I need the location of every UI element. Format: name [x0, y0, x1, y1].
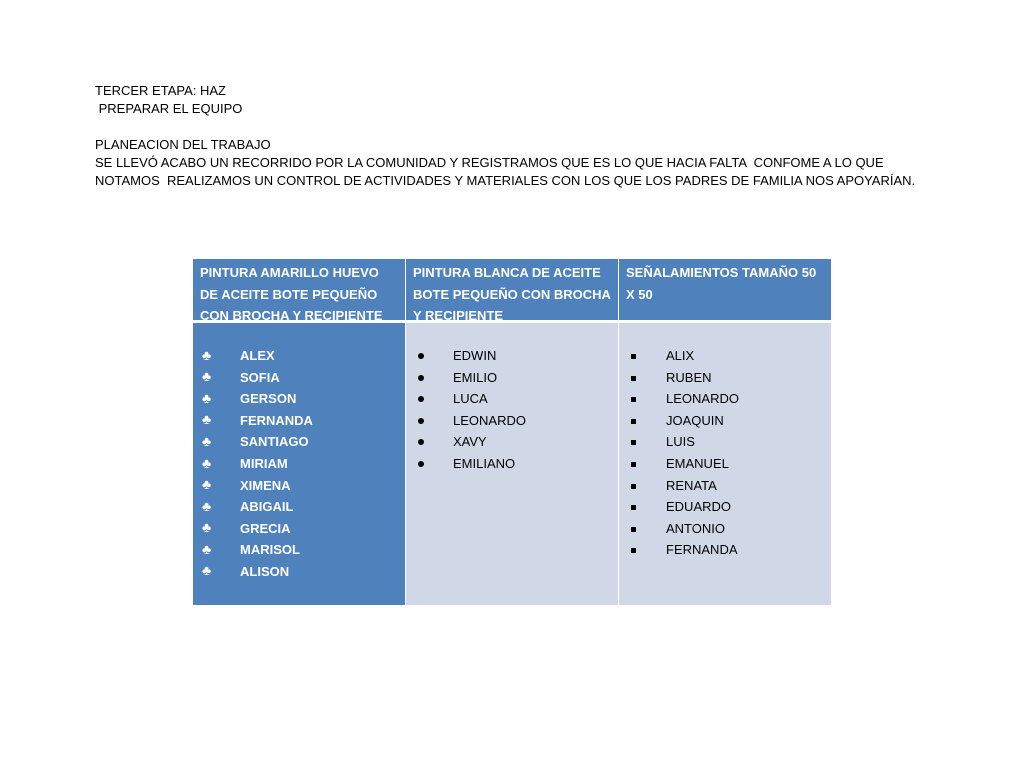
- club-glyph: ♣: [202, 389, 212, 406]
- square-icon: [626, 345, 666, 367]
- square-icon: [626, 431, 666, 453]
- column-yellow-paint-list: [193, 323, 405, 605]
- list-item: [626, 518, 824, 540]
- square-icon: [626, 475, 666, 497]
- person-name: RENATA: [666, 477, 717, 493]
- person-name: MIRIAM: [240, 456, 288, 472]
- club-icon: [200, 474, 240, 497]
- square-icon: [626, 367, 666, 389]
- person-name: EDUARDO: [666, 499, 732, 515]
- square-icon: [626, 518, 666, 540]
- stage-title: TERCER ETAPA: HAZ: [95, 83, 226, 98]
- club-glyph: ♣: [202, 540, 212, 557]
- person-name: ALEX: [240, 348, 275, 364]
- dot-icon: [413, 345, 453, 367]
- header-signs: SEÑALAMIENTOS TAMAÑO 50 X 50: [618, 259, 831, 323]
- dot-icon: [413, 453, 453, 475]
- list-item: [626, 367, 824, 389]
- person-name: ALISON: [240, 563, 290, 579]
- list-item: [413, 388, 611, 410]
- person-name: ALIX: [666, 348, 695, 364]
- yellow-paint-names: [200, 345, 398, 583]
- club-glyph: ♣: [202, 454, 212, 471]
- person-name: EMILIANO: [453, 456, 516, 472]
- dot-icon: [413, 388, 453, 410]
- person-name: EDWIN: [453, 348, 497, 364]
- list-item: [200, 561, 398, 583]
- person-name: XIMENA: [240, 477, 291, 493]
- document-text: [95, 82, 975, 190]
- list-item: [626, 431, 824, 453]
- dot-icon: [413, 410, 453, 432]
- person-name: SOFIA: [240, 369, 280, 385]
- list-item: [413, 345, 611, 367]
- list-item: [626, 475, 824, 497]
- square-icon: [626, 453, 666, 475]
- list-item: [200, 431, 398, 453]
- club-glyph: ♣: [202, 476, 212, 493]
- materials-table: [193, 259, 831, 605]
- club-icon: [200, 388, 240, 411]
- club-glyph: ♣: [202, 368, 212, 385]
- person-name: JOAQUIN: [666, 412, 724, 428]
- club-icon: [200, 453, 240, 476]
- person-name: LUIS: [666, 434, 695, 450]
- list-item: [626, 453, 824, 475]
- club-glyph: ♣: [202, 432, 212, 449]
- club-icon: [200, 560, 240, 583]
- square-icon: [626, 496, 666, 518]
- section-title: PLANEACION DEL TRABAJO: [95, 137, 271, 152]
- list-item: [200, 539, 398, 561]
- person-name: MARISOL: [240, 542, 300, 558]
- list-item: [200, 475, 398, 497]
- person-name: RUBEN: [666, 369, 712, 385]
- club-glyph: ♣: [202, 346, 212, 363]
- club-icon: [200, 517, 240, 540]
- club-icon: [200, 345, 240, 368]
- club-glyph: ♣: [202, 519, 212, 536]
- club-icon: [200, 431, 240, 454]
- list-item: [413, 431, 611, 453]
- person-name: LEONARDO: [453, 412, 526, 428]
- header-white-paint: PINTURA BLANCA DE ACEITE BOTE PEQUEÑO CON BROCHA Y RECIPIENTE: [405, 259, 618, 323]
- club-glyph: ♣: [202, 411, 212, 428]
- list-item: [626, 496, 824, 518]
- list-item: [200, 345, 398, 367]
- list-item: [413, 367, 611, 389]
- list-item: [626, 345, 824, 367]
- square-icon: [626, 410, 666, 432]
- person-name: XAVY: [453, 434, 487, 450]
- person-name: SANTIAGO: [240, 434, 309, 450]
- list-item: [626, 410, 824, 432]
- dot-icon: [413, 431, 453, 453]
- blank-line: [95, 118, 975, 136]
- club-icon: [200, 496, 240, 519]
- club-glyph: ♣: [202, 497, 212, 514]
- column-signs-list: [618, 323, 831, 605]
- person-name: EMANUEL: [666, 456, 729, 472]
- person-name: FERNANDA: [666, 542, 738, 558]
- paragraph-line-2: NOTAMOS REALIZAMOS UN CONTROL DE ACTIVIDADES Y MATERIALES CON LOS QUE LOS PADRES DE FAMILIA NOS APOYARÍAN.: [95, 173, 916, 188]
- stage-subtitle: PREPARAR EL EQUIPO: [95, 101, 243, 116]
- list-item: [413, 410, 611, 432]
- person-name: FERNANDA: [240, 412, 313, 428]
- list-item: [200, 388, 398, 410]
- club-icon: [200, 409, 240, 432]
- signs-names: [626, 345, 824, 561]
- club-icon: [200, 366, 240, 389]
- person-name: LUCA: [453, 391, 488, 407]
- paragraph-line-1: SE LLEVÓ ACABO UN RECORRIDO POR LA COMUNIDAD Y REGISTRAMOS QUE ES LO QUE HACIA FALTA CONFOME A LO QUE: [95, 155, 884, 170]
- person-name: LEONARDO: [666, 391, 739, 407]
- club-icon: [200, 539, 240, 562]
- list-item: [200, 367, 398, 389]
- list-item: [200, 496, 398, 518]
- list-item: [413, 453, 611, 475]
- header-yellow-paint: PINTURA AMARILLO HUEVO DE ACEITE BOTE PEQUEÑO CON BROCHA Y RECIPIENTE: [193, 259, 405, 323]
- person-name: ABIGAIL: [240, 499, 294, 515]
- square-icon: [626, 539, 666, 561]
- list-item: [200, 518, 398, 540]
- list-item: [626, 388, 824, 410]
- person-name: GERSON: [240, 391, 297, 407]
- dot-icon: [413, 367, 453, 389]
- list-item: [200, 410, 398, 432]
- square-icon: [626, 388, 666, 410]
- white-paint-names: [413, 345, 611, 475]
- person-name: GRECIA: [240, 520, 291, 536]
- club-glyph: ♣: [202, 562, 212, 579]
- person-name: ANTONIO: [666, 520, 725, 536]
- list-item: [626, 539, 824, 561]
- column-white-paint-list: [405, 323, 618, 605]
- person-name: EMILIO: [453, 369, 498, 385]
- list-item: [200, 453, 398, 475]
